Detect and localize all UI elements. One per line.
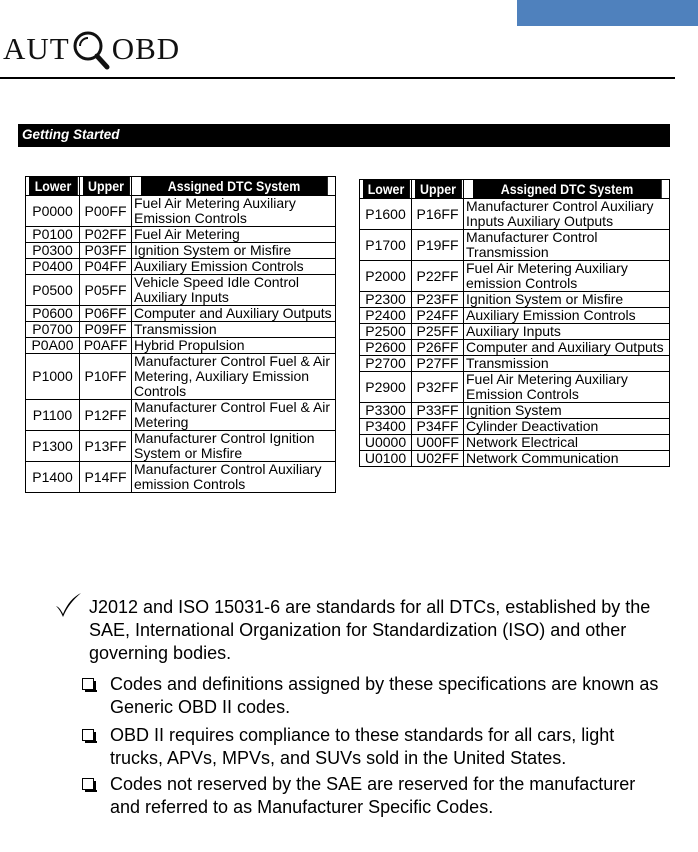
main-bullet-text: J2012 and ISO 15031-6 are standards for all DTCs, established by the SAE, International Organization for Standardization (ISO) and other governing bodies.	[89, 597, 651, 663]
cell-system: Ignition System or Misfire	[132, 243, 336, 259]
sub-bullet-text: OBD II requires compliance to these standards for all cars, light trucks, APVs, MPVs, and SUVs sold in the United States.	[110, 725, 615, 768]
table-row	[360, 356, 670, 372]
cell-upper: P26FF	[412, 340, 464, 356]
cell-upper: P02FF	[80, 227, 132, 243]
cell-lower: P0700	[26, 322, 80, 338]
cell-system: Vehicle Speed Idle Control Auxiliary Inputs	[132, 275, 336, 306]
cell-lower: P2000	[360, 261, 412, 292]
cell-upper: P22FF	[412, 261, 464, 292]
table-header-row	[26, 177, 336, 196]
table-row	[360, 292, 670, 308]
cell-lower: P0400	[26, 259, 80, 275]
table-row	[26, 354, 336, 400]
table-row	[26, 227, 336, 243]
table-row	[360, 308, 670, 324]
table-row	[26, 431, 336, 462]
table-right-cutoff	[359, 566, 670, 580]
cell-lower: P0000	[26, 196, 80, 227]
table-row	[360, 435, 670, 451]
cell-system: Manufacturer Control Auxiliary Inputs Auxiliary Outputs	[464, 199, 670, 230]
cell-lower: U0000	[360, 435, 412, 451]
header-divider	[0, 77, 675, 79]
cell-upper: P14FF	[80, 462, 132, 493]
cell-lower: P1300	[26, 431, 80, 462]
cell-upper: U02FF	[412, 451, 464, 467]
table-row	[360, 419, 670, 435]
dtc-table-right	[359, 179, 670, 467]
column-header-lower: Lower	[28, 177, 78, 196]
cell-lower: P1600	[360, 199, 412, 230]
table-row	[360, 261, 670, 292]
section-title-bar	[18, 124, 670, 147]
table-header-row	[360, 180, 670, 199]
cell-system: Computer and Auxiliary Outputs	[132, 306, 336, 322]
cell-system: Fuel Air Metering Auxiliary Emission Controls	[132, 196, 336, 227]
table-row	[26, 243, 336, 259]
cell-upper: P25FF	[412, 324, 464, 340]
cell-system: Hybrid Propulsion	[132, 338, 336, 354]
magnifier-icon	[71, 26, 111, 72]
cell-upper: P13FF	[80, 431, 132, 462]
cell-system: Network Communication	[464, 451, 670, 467]
cell-lower: P2300	[360, 292, 412, 308]
column-header-system: Assigned DTC System	[140, 177, 328, 196]
table-row	[360, 340, 670, 356]
cell-upper: P06FF	[80, 306, 132, 322]
sub-bullet-text: Codes and definitions assigned by these specifications are known as Generic OBD II codes.	[110, 674, 659, 717]
cell-lower: P2600	[360, 340, 412, 356]
section-title: Getting Started	[22, 127, 120, 142]
checkbox-bullet-icon	[82, 778, 94, 790]
cell-upper: P19FF	[412, 230, 464, 261]
cell-system: Network Electrical	[464, 435, 670, 451]
cell-upper: P0AFF	[80, 338, 132, 354]
cell-system: Transmission	[464, 356, 670, 372]
cell-lower: P1100	[26, 400, 80, 431]
table-row	[26, 322, 336, 338]
cell-upper: P16FF	[412, 199, 464, 230]
table-row	[360, 372, 670, 403]
cell-system: Transmission	[132, 322, 336, 338]
table-row	[26, 462, 336, 493]
cell-lower: P0A00	[26, 338, 80, 354]
cell-system: Fuel Air Metering Auxiliary emission Controls	[464, 261, 670, 292]
table-row	[26, 338, 336, 354]
header-accent-tab	[517, 0, 698, 26]
table-row	[360, 403, 670, 419]
dtc-table-left-body	[26, 196, 336, 493]
cell-upper: P34FF	[412, 419, 464, 435]
logo-text-left: AUT	[3, 31, 70, 66]
cell-lower: P1700	[360, 230, 412, 261]
table-row	[360, 230, 670, 261]
table-left-cutoff	[25, 566, 336, 580]
cell-system: Manufacturer Control Ignition System or Misfire	[132, 431, 336, 462]
checkbox-bullet-icon	[82, 678, 94, 690]
table-row	[26, 400, 336, 431]
cell-upper: P23FF	[412, 292, 464, 308]
cell-upper: P32FF	[412, 372, 464, 403]
cell-system: Computer and Auxiliary Outputs	[464, 340, 670, 356]
cell-lower: U0100	[360, 451, 412, 467]
cell-system: Ignition System or Misfire	[464, 292, 670, 308]
column-header-upper: Upper	[414, 180, 462, 199]
dtc-table-left	[25, 176, 336, 493]
cell-lower: P0600	[26, 306, 80, 322]
table-row	[26, 259, 336, 275]
cell-upper: P27FF	[412, 356, 464, 372]
table-row	[26, 275, 336, 306]
cell-lower: P2700	[360, 356, 412, 372]
cell-lower: P3300	[360, 403, 412, 419]
table-row	[360, 199, 670, 230]
table-row	[360, 324, 670, 340]
cell-lower: P2400	[360, 308, 412, 324]
cell-lower: P1400	[26, 462, 80, 493]
cell-upper: P03FF	[80, 243, 132, 259]
cell-upper: P24FF	[412, 308, 464, 324]
cell-system: Manufacturer Control Transmission	[464, 230, 670, 261]
dtc-table-right-body	[360, 199, 670, 467]
cell-system: Manufacturer Control Fuel & Air Metering	[132, 400, 336, 431]
cell-lower: P1000	[26, 354, 80, 400]
cell-system: Fuel Air Metering	[132, 227, 336, 243]
cell-system: Ignition System	[464, 403, 670, 419]
column-header-lower: Lower	[362, 180, 410, 199]
cell-upper: P09FF	[80, 322, 132, 338]
cell-lower: P2900	[360, 372, 412, 403]
cell-lower: P3400	[360, 419, 412, 435]
logo-text-right: OBD	[111, 31, 181, 66]
cell-upper: P10FF	[80, 354, 132, 400]
cell-system: Auxiliary Emission Controls	[464, 308, 670, 324]
cell-system: Auxiliary Emission Controls	[132, 259, 336, 275]
table-row	[26, 196, 336, 227]
cell-lower: P0100	[26, 227, 80, 243]
cell-upper: P04FF	[80, 259, 132, 275]
cell-system: Manufacturer Control Fuel & Air Metering, Auxiliary Emission Controls	[132, 354, 336, 400]
cell-lower: P0300	[26, 243, 80, 259]
cell-system: Manufacturer Control Auxiliary emission Controls	[132, 462, 336, 493]
checkmark-icon	[54, 592, 82, 618]
table-row	[360, 451, 670, 467]
sub-bullet-text: Codes not reserved by the SAE are reserved for the manufacturer and referred to as Manufacturer Specific Codes.	[110, 774, 636, 817]
column-header-system: Assigned DTC System	[472, 180, 662, 199]
cell-lower: P0500	[26, 275, 80, 306]
cell-upper: P00FF	[80, 196, 132, 227]
cell-upper: U00FF	[412, 435, 464, 451]
cell-system: Fuel Air Metering Auxiliary Emission Controls	[464, 372, 670, 403]
checkbox-bullet-icon	[82, 729, 94, 741]
autoobd-logo	[3, 26, 180, 72]
cell-upper: P12FF	[80, 400, 132, 431]
table-row	[26, 306, 336, 322]
cell-upper: P33FF	[412, 403, 464, 419]
column-header-upper: Upper	[82, 177, 130, 196]
cell-lower: P2500	[360, 324, 412, 340]
cell-system: Cylinder Deactivation	[464, 419, 670, 435]
cell-upper: P05FF	[80, 275, 132, 306]
cell-system: Auxiliary Inputs	[464, 324, 670, 340]
